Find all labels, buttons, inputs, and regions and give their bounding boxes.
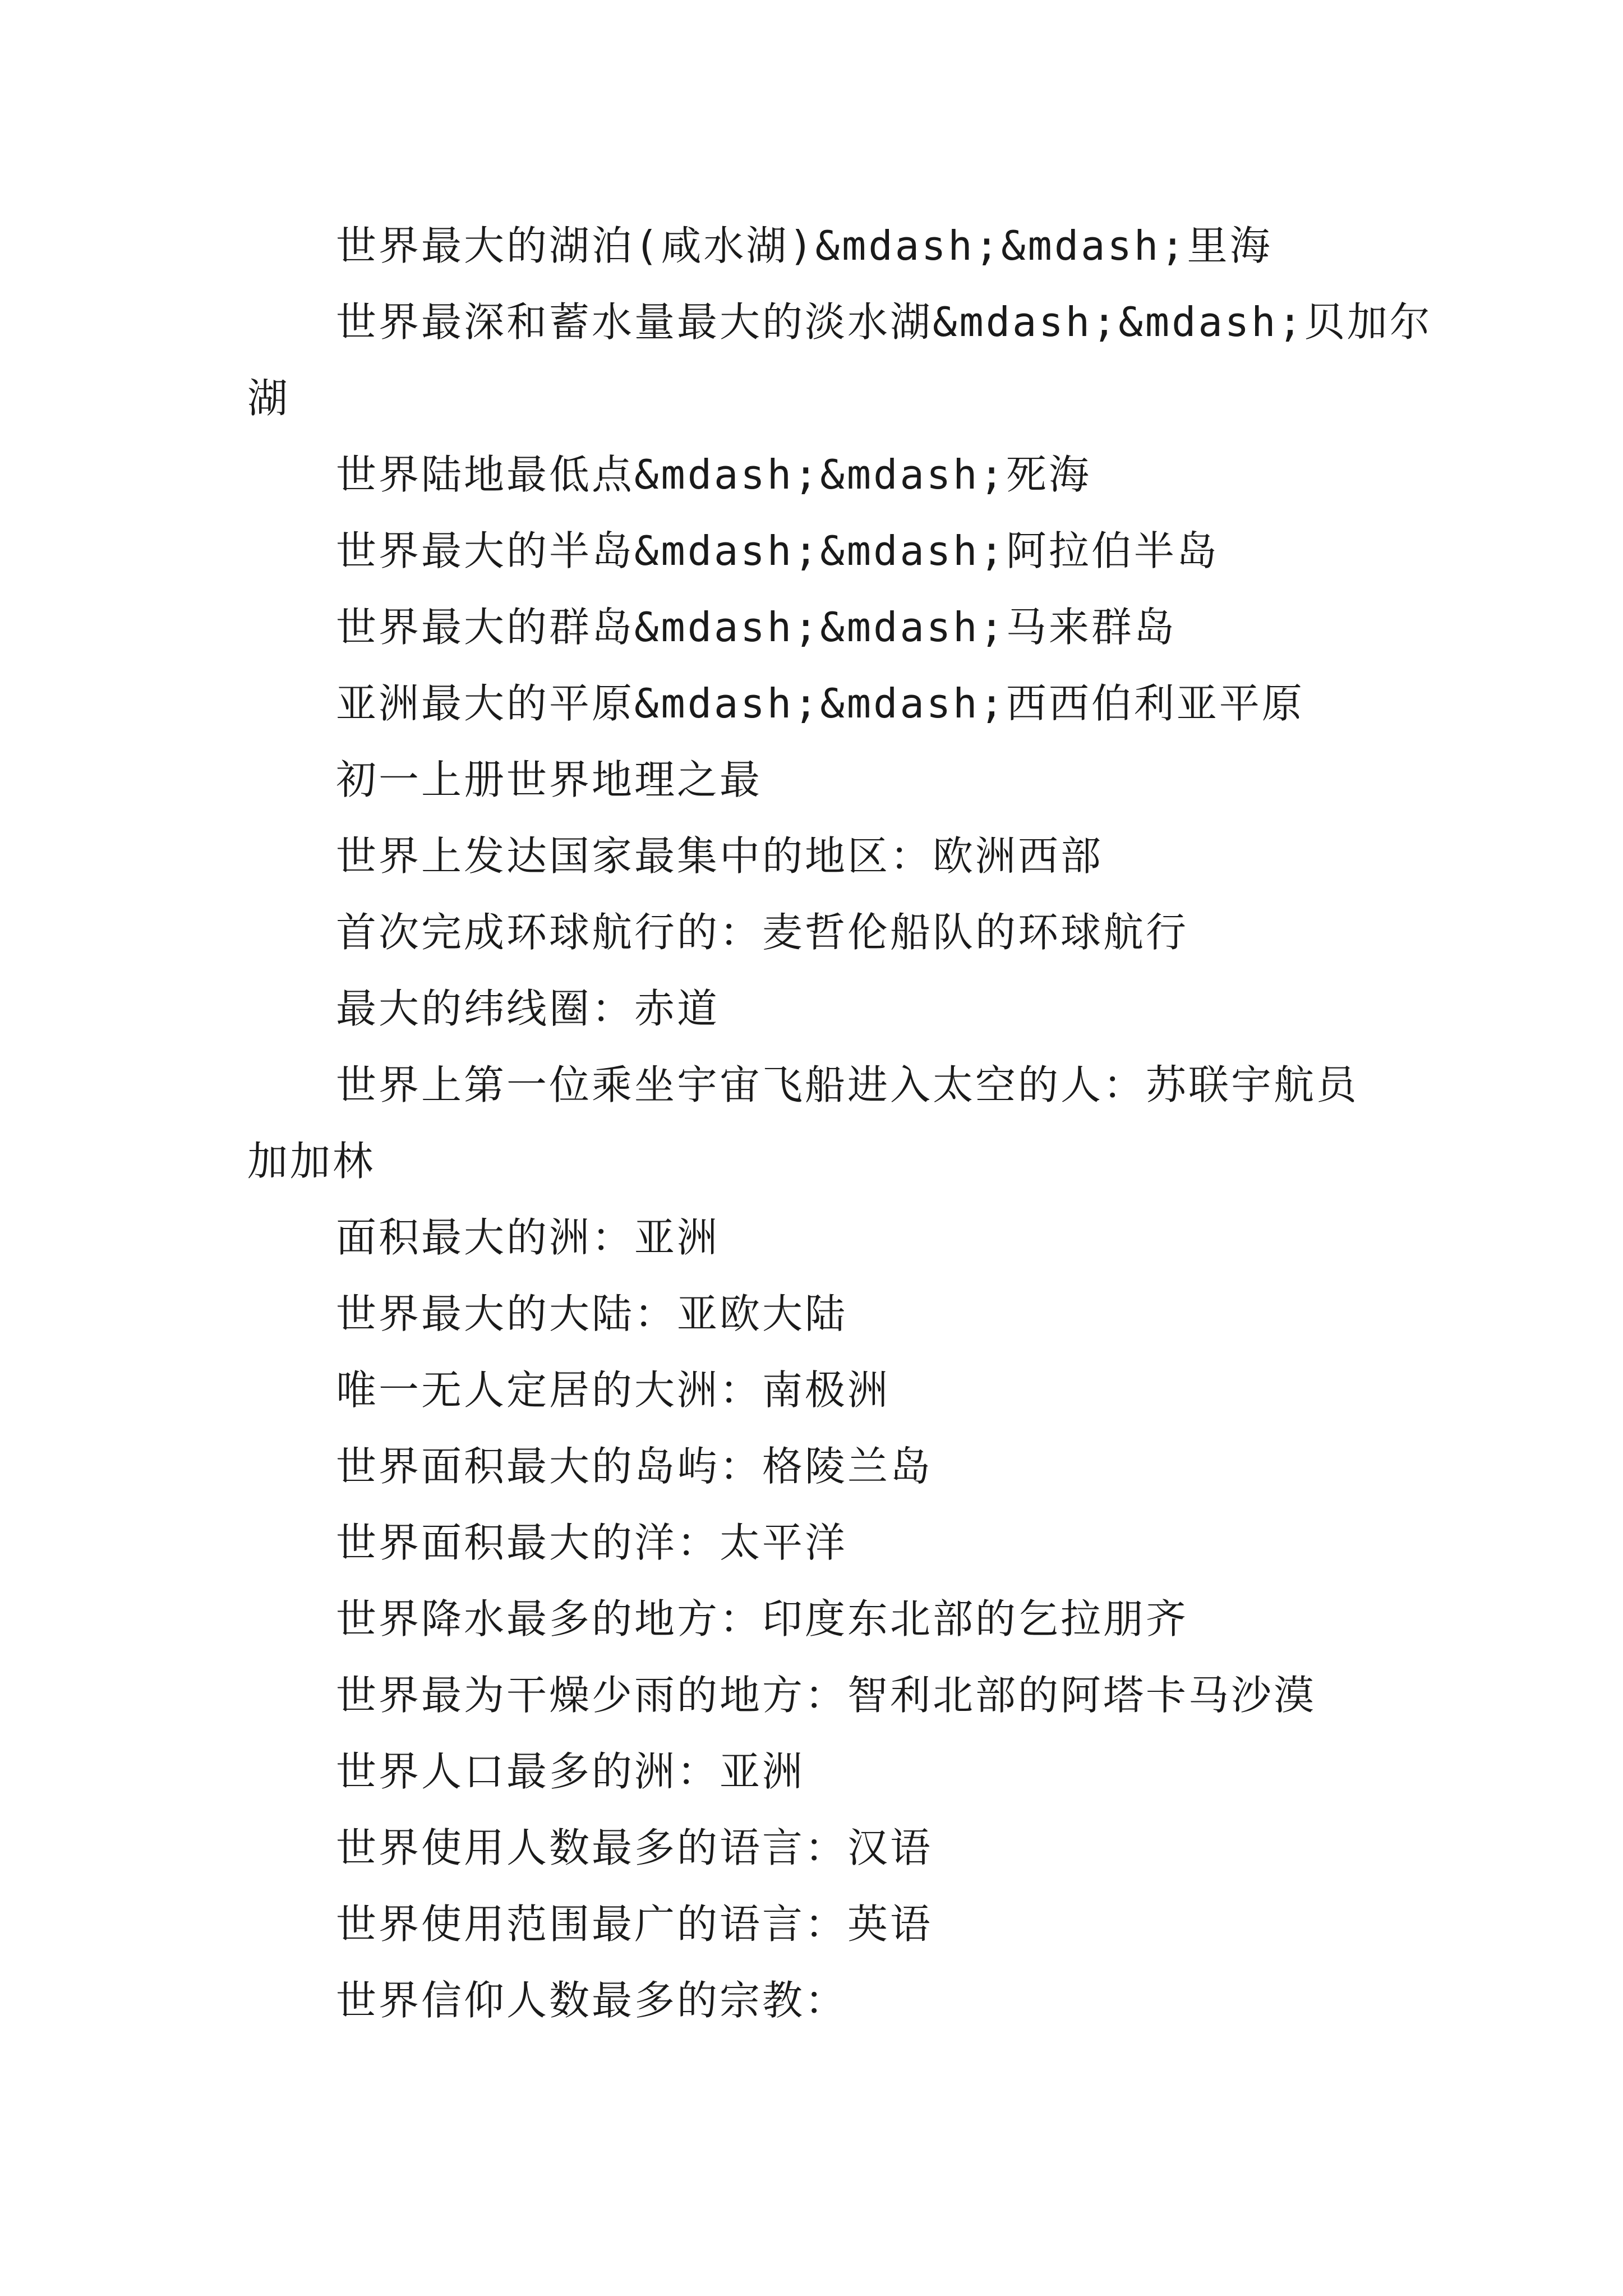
text-line: 面积最大的洲：亚洲 (336, 1214, 720, 1261)
text-line: 世界最大的大陆：亚欧大陆 (336, 1290, 848, 1337)
text-line: 首次完成环球航行的：麦哲伦船队的环球航行 (336, 909, 1189, 956)
text-line: 世界使用人数最多的语言：汉语 (336, 1824, 933, 1871)
document-body (247, 208, 1432, 2039)
text-line: 世界最深和蓄水量最大的淡水湖&mdash;&mdash;贝加尔 (336, 298, 1432, 346)
text-line: 亚洲最大的平原&mdash;&mdash;西西伯利亚平原 (336, 680, 1304, 727)
text-line: 世界面积最大的岛屿：格陵兰岛 (336, 1443, 933, 1490)
section-heading: 初一上册世界地理之最 (336, 756, 763, 803)
text-line: 世界使用范围最广的语言：英语 (336, 1901, 933, 1948)
text-line-continuation: 湖 (247, 375, 291, 422)
text-line-continuation: 加加林 (247, 1138, 376, 1185)
text-line: 世界信仰人数最多的宗教： (336, 1977, 848, 2024)
text-line: 世界最大的半岛&mdash;&mdash;阿拉伯半岛 (336, 527, 1219, 574)
text-line: 唯一无人定居的大洲：南极洲 (336, 1366, 891, 1414)
text-line: 世界上发达国家最集中的地区：欧洲西部 (336, 832, 1104, 880)
text-line: 世界降水最多的地方：印度东北部的乞拉朋齐 (336, 1595, 1189, 1642)
text-line: 世界最为干燥少雨的地方：智利北部的阿塔卡马沙漠 (336, 1672, 1317, 1719)
text-line: 世界陆地最低点&mdash;&mdash;死海 (336, 451, 1091, 498)
text-line: 世界人口最多的洲：亚洲 (336, 1748, 805, 1795)
text-line: 世界最大的湖泊(咸水湖)&mdash;&mdash;里海 (336, 222, 1272, 269)
text-line: 世界最大的群岛&mdash;&mdash;马来群岛 (336, 604, 1177, 651)
text-line: 世界上第一位乘坐宇宙飞船进入太空的人：苏联宇航员 (336, 1061, 1359, 1108)
text-line: 世界面积最大的洋：太平洋 (336, 1519, 848, 1566)
text-line: 最大的纬线圈：赤道 (336, 985, 720, 1032)
